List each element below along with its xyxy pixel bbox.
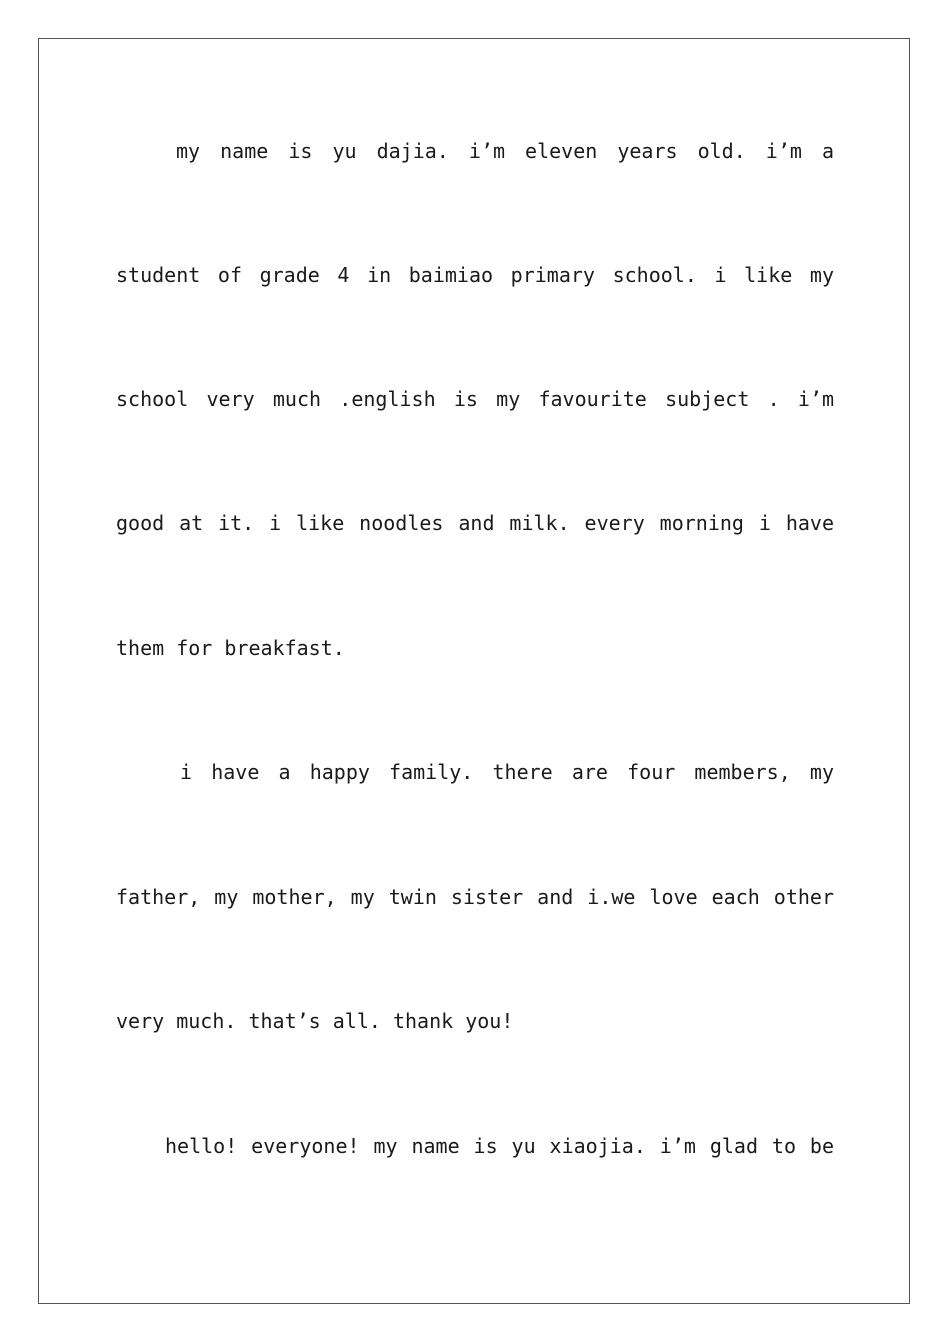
- text-line: hello! everyone! my name is yu xiaojia. i’m glad to be: [165, 1134, 834, 1158]
- text-line: my name is yu dajia. i’m eleven years old. i’m a: [176, 139, 834, 163]
- text-line: them for breakfast.: [116, 636, 345, 660]
- text-line: student of grade 4 in baimiao primary school. i like my: [116, 263, 834, 287]
- page-border: [38, 38, 910, 1304]
- text-line: school very much .english is my favourite subject . i’m: [116, 387, 834, 411]
- text-line: father, my mother, my twin sister and i.we love each other: [116, 885, 834, 909]
- text-line: good at it. i like noodles and milk. every morning i have: [116, 511, 834, 535]
- text-line: i have a happy family. there are four members, my: [180, 760, 834, 784]
- text-line: very much. that’s all. thank you!: [116, 1009, 514, 1033]
